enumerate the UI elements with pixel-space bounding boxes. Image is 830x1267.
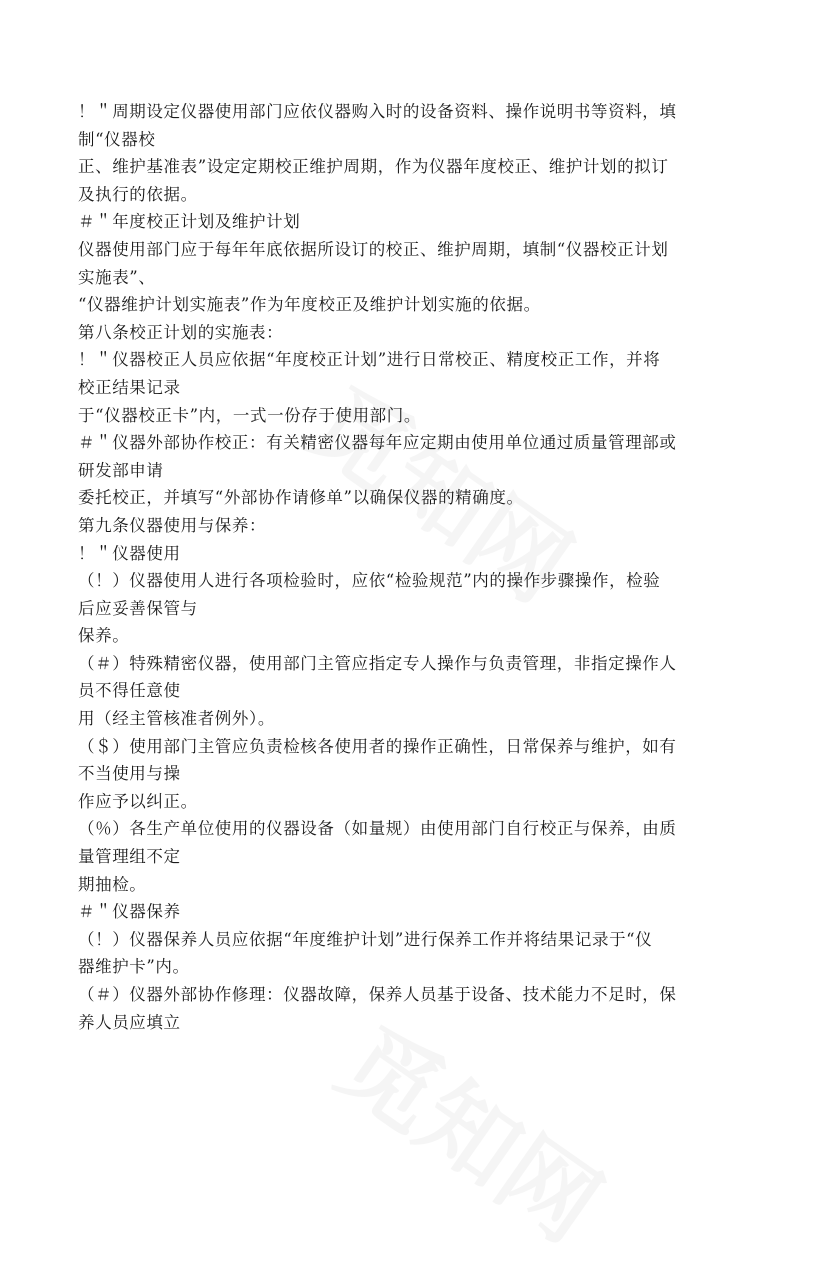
text-line: （＃）仪器外部协作修理：仪器故障，保养人员基于设备、技术能力不足时，保 [78,985,677,1004]
text-line: （＄）使用部门主管应负责检核各使用者的操作正确性，日常保养与维护，如有 [78,736,677,756]
section-heading: 第八条校正计划的实施表： [78,322,284,342]
text-line: 保养。 [78,626,130,646]
text-line: ！＂仪器使用 [78,543,181,563]
text-line: 实施表”、 [78,267,156,287]
text-line: ！＂仪器校正人员应依据“年度校正计划”进行日常校正、精度校正工作，并将 [78,350,661,370]
text-line: 正、维护基准表”设定定期校正维护周期，作为仪器年度校正、维护计划的拟订 [78,157,669,177]
text-line: （＃）特殊精密仪器，使用部门主管应指定专人操作与负责管理，非指定操作人 [78,653,677,673]
text-line: （！）仪器保养人员应依据“年度维护计划”进行保养工作并将结果记录于“仪 [78,929,653,949]
text-line: ＃＂年度校正计划及维护计划 [78,212,301,232]
text-line: 用（经主管核准者例外）。 [78,709,275,729]
text-line: （！）仪器使用人进行各项检验时，应依“检验规范”内的操作步骤操作，检验 [78,571,661,591]
text-line: 制“仪器校 [78,129,156,149]
text-line: ＃＂仪器保养 [78,902,181,922]
text-line: 校正结果记录 [78,377,181,397]
text-line: 不当使用与操 [78,764,181,784]
text-line: 及执行的依据。 [78,184,198,204]
text-line: ！＂周期设定仪器使用部门应依仪器购入时的设备资料、操作说明书等资料，填 [78,102,677,121]
text-line: 委托校正，并填写“外部协作请修单”以确保仪器的精确度。 [78,488,524,508]
text-line: 量管理组不定 [78,847,181,867]
text-line: 养人员应填立 [78,1012,181,1032]
text-line: ＃＂仪器外部协作校正：有关精密仪器每年应定期由使用单位通过质量管理部或 [78,433,677,453]
text-line: 仪器使用部门应于每年年底依据所设订的校正、维护周期，填制“仪器校正计划 [78,239,669,259]
text-line: 期抽检。 [78,874,147,894]
text-line: 研发部申请 [78,460,164,480]
text-line: 于“仪器校正卡”内，一式一份存于使用部门。 [78,405,421,425]
text-line: （％）各生产单位使用的仪器设备（如量规）由使用部门自行校正与保养，由质 [78,819,677,839]
text-line: 器维护卡”内。 [78,957,190,977]
text-line: 后应妥善保管与 [78,598,198,618]
text-line: “仪器维护计划实施表”作为年度校正及维护计划实施的依据。 [78,295,541,315]
text-line: 作应予以纠正。 [78,791,198,811]
section-heading: 第九条仪器使用与保养： [78,515,267,535]
text-line: 员不得任意使 [78,681,181,701]
document-body [78,98,768,1036]
